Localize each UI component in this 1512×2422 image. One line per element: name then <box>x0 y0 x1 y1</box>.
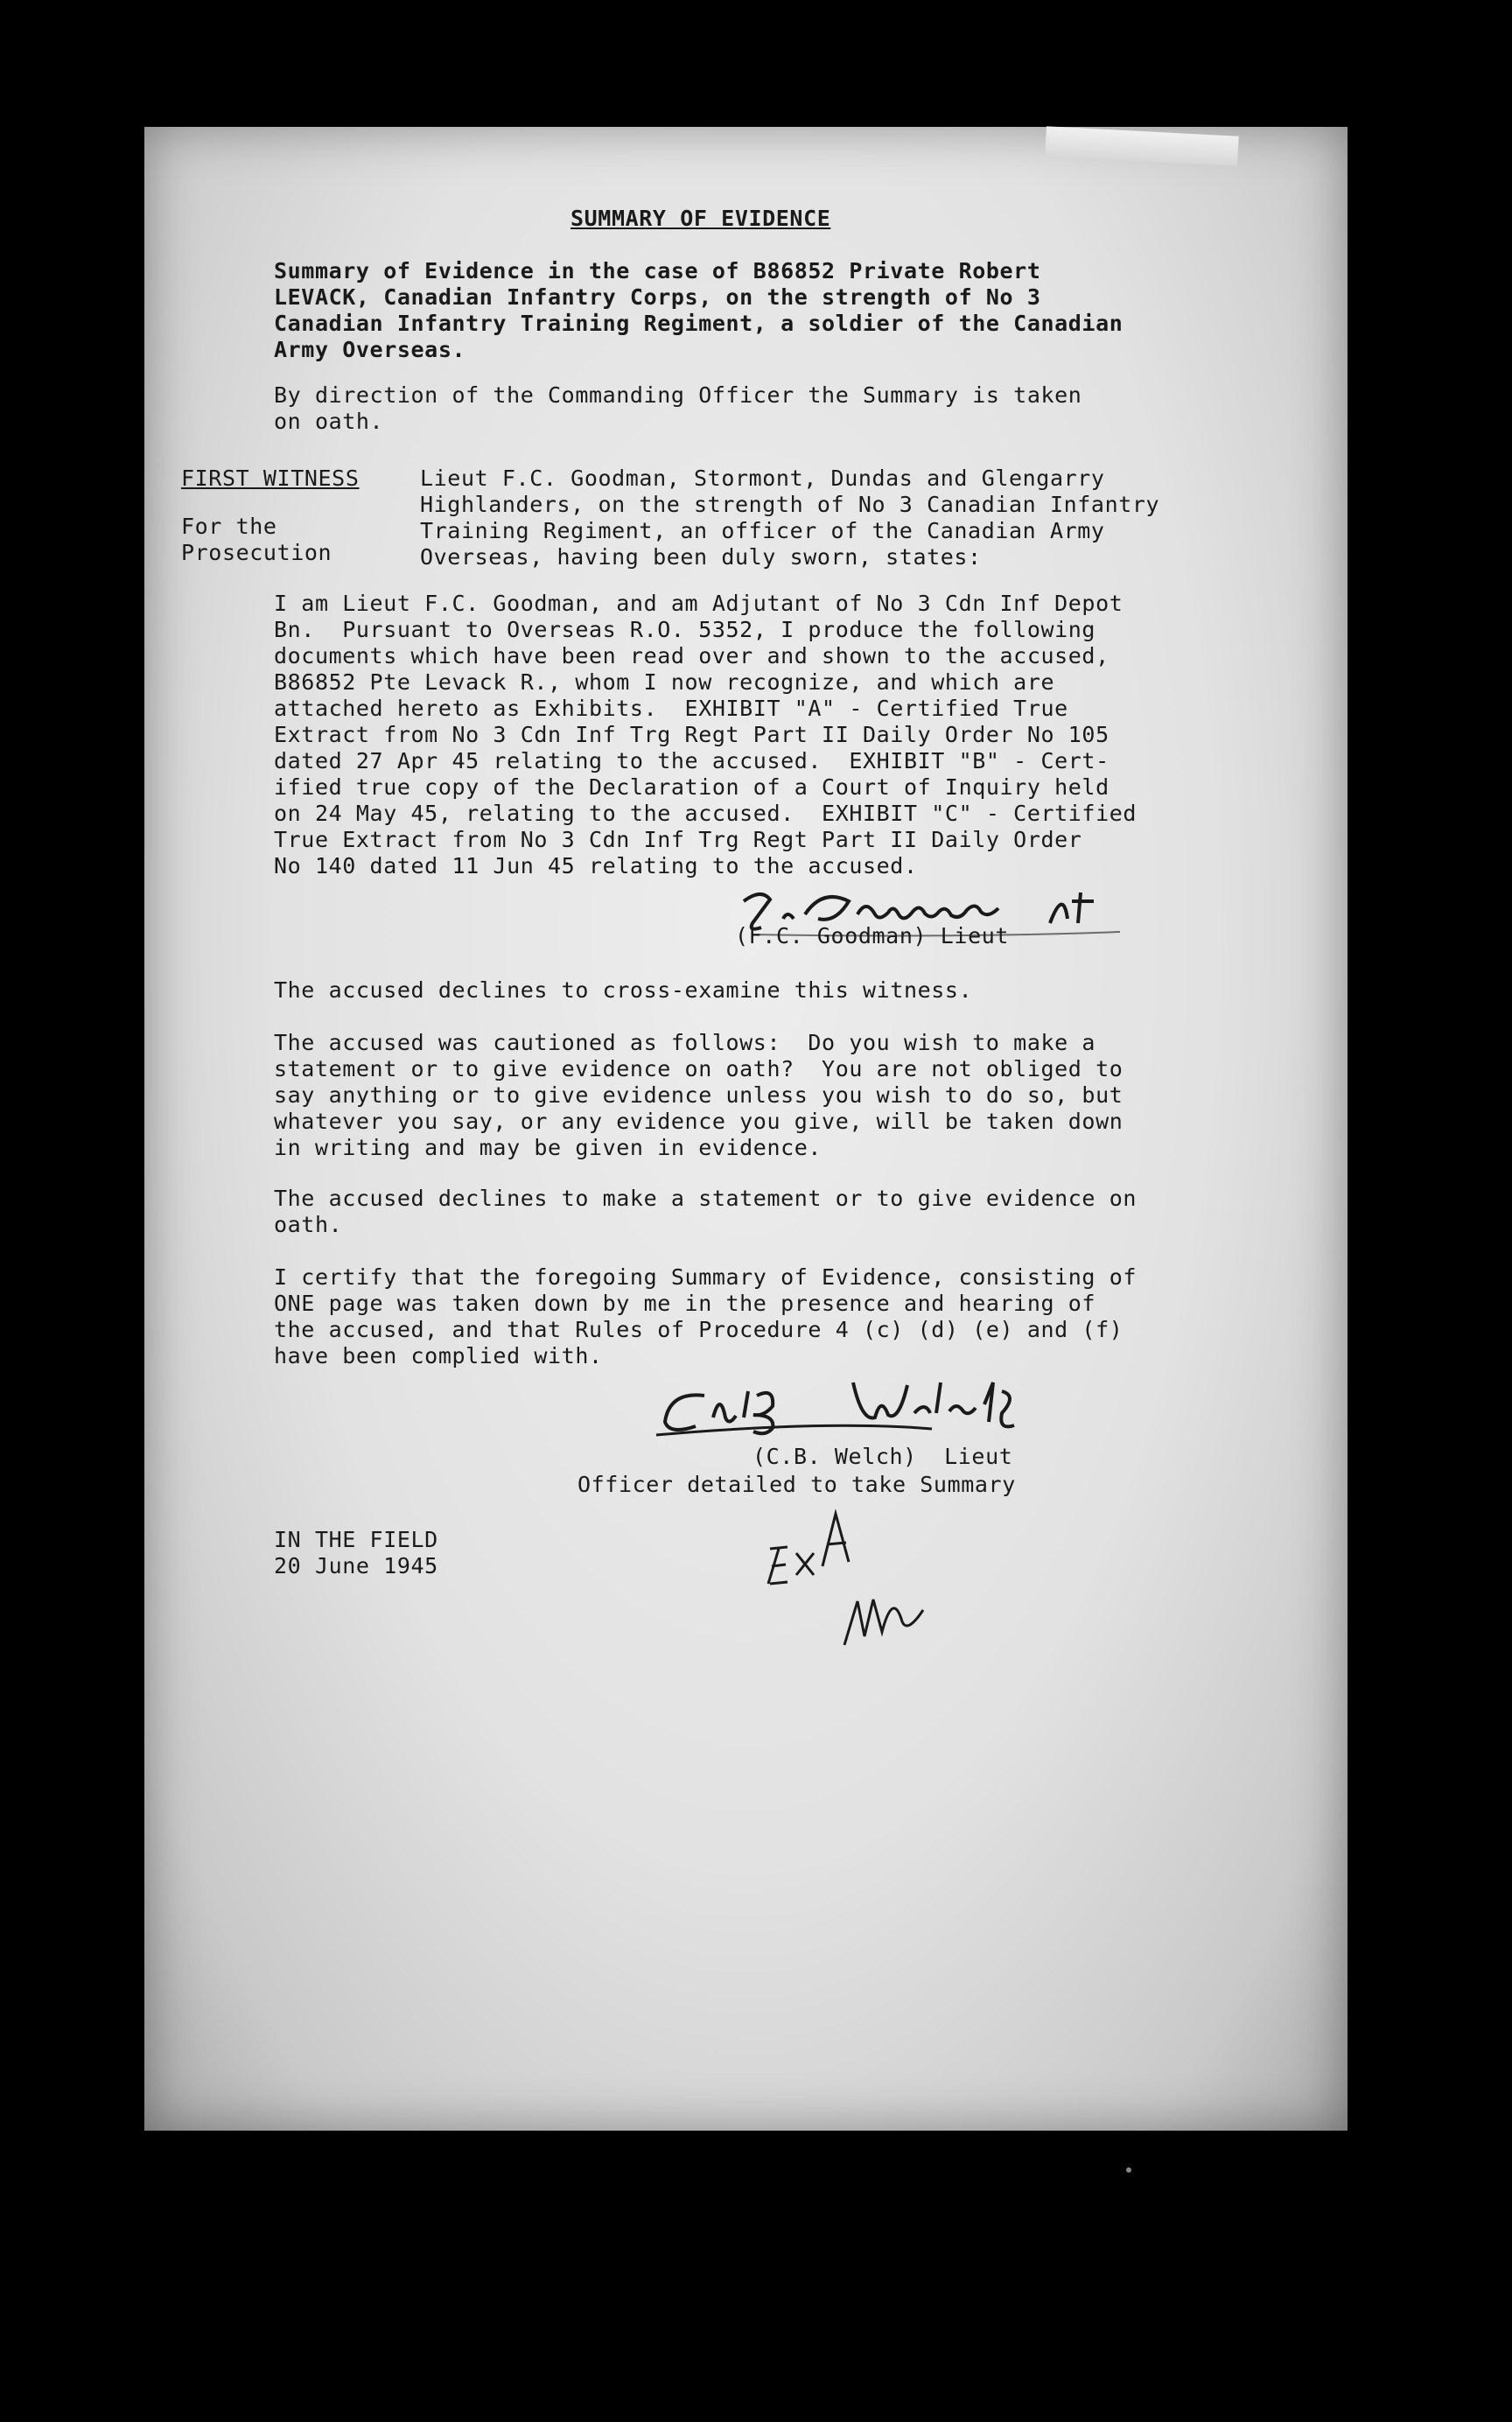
declines-cross-examination: The accused declines to cross-examine this witness. <box>274 977 973 1003</box>
date: 20 June 1945 <box>274 1553 438 1578</box>
caution-paragraph: The accused was cautioned as follows: Do you wish to make a statement or to give evidence on oath? You are not obliged to say anything or to give evidence unless you wish to do so, but whatever you say, or any evidence you give, will be taken down in writing and may be given in evidence. <box>274 1030 1124 1160</box>
testimony-paragraph: I am Lieut F.C. Goodman, and am Adjutant of No 3 Cdn Inf Depot Bn. Pursuant to Overseas R.O. 5352, I produce the following documents which have been read over and shown to the accused, B86852 Pte Levack R., whom I now recognize, and which are attached hereto as Exhibits. EXHIBIT "A" - Certified True Extract from No 3 Cdn Inf Trg Regt Part II Daily Order No 105 dated 27 Apr 45 relating to the accused. EXHIBIT "B" - Cert- ified true copy of the Declaration of a Court of Inquiry held on 24 May 45, relating to the accused. EXHIBIT "C" - Certified True Extract from No 3 Cdn Inf Trg Regt Part II Daily Order No 140 dated 11 Jun 45 relating to the accused. <box>274 591 1138 878</box>
welch-signature <box>652 1378 1159 1448</box>
direction-paragraph: By direction of the Commanding Officer the Summary is taken on oath. <box>274 382 1082 434</box>
place: IN THE FIELD <box>274 1527 438 1552</box>
intro-paragraph: Summary of Evidence in the case of B86852 Private Robert LEVACK, Canadian Infantry Corps, on the strength of No 3 Canadian Infantry Training Regiment, a soldier of the Canadian Army Overseas. <box>274 258 1124 362</box>
certify-paragraph: I certify that the foregoing Summary of Evidence, consisting of ONE page was taken down by me in the presence and hearing of the accused, and that Rules of Procedure 4 (c) (d) (e) and (f) have been complied with. <box>274 1264 1138 1368</box>
handwritten-exhibit-note <box>761 1505 980 1654</box>
witness-intro: Lieut F.C. Goodman, Stormont, Dundas and Glengarry Highlanders, on the strength of No 3 Canadian Infantry Training Regiment, an officer of the Canadian Army Overseas, having been duly sworn, states: <box>420 466 1160 570</box>
witness-label: FIRST WITNESS <box>181 466 360 491</box>
officer-role: Officer detailed to take Summary <box>578 1472 1016 1497</box>
document-title: SUMMARY OF EVIDENCE <box>570 206 831 231</box>
declines-statement: The accused declines to make a statement or to give evidence on oath. <box>274 1186 1138 1237</box>
goodman-name: (F.C. Goodman) Lieut <box>735 923 1010 948</box>
welch-name: (C.B. Welch) Lieut <box>752 1444 1013 1469</box>
for-prosecution-label: For the Prosecution <box>181 514 332 565</box>
scan-speck <box>1124 2166 1133 2174</box>
